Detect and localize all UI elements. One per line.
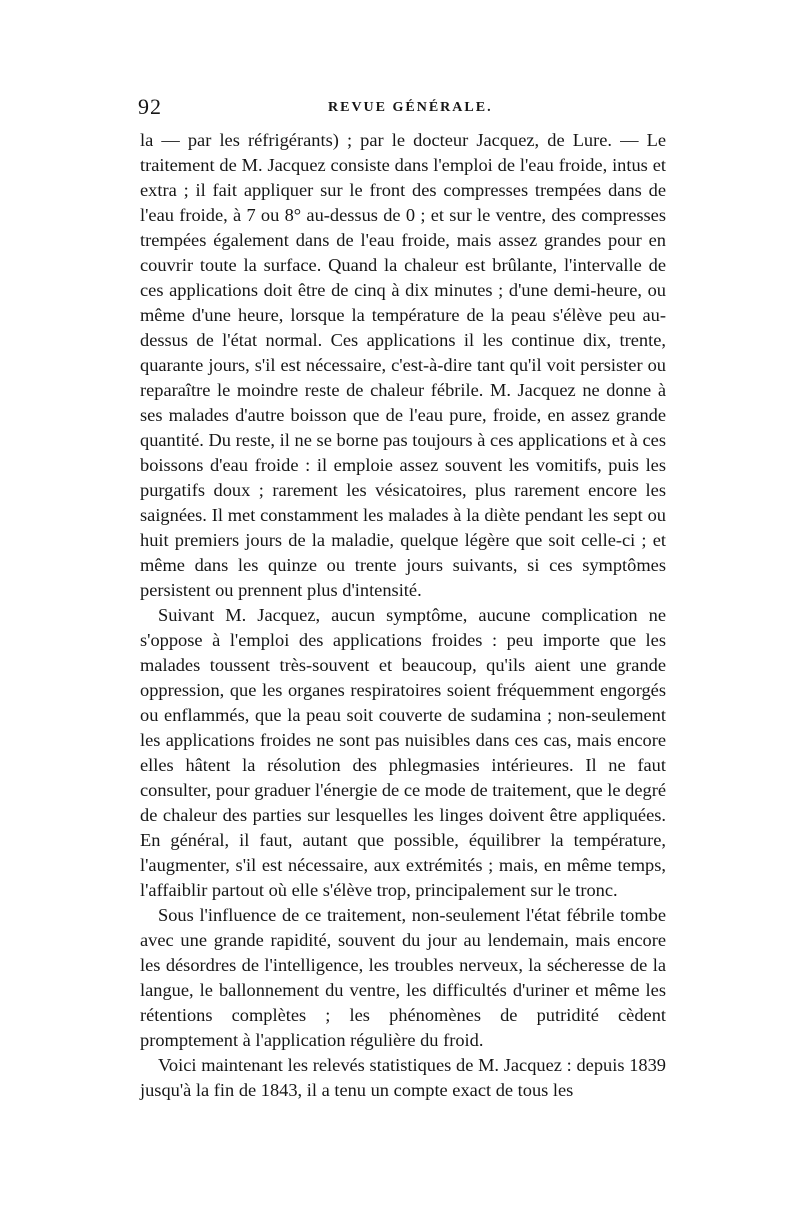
paragraph-continuation: la — par les réfrigérants) ; par le docteur Jacquez, de Lure. — Le traitement de M. Jacquez consiste dans l'emploi de l'eau froide, intus et extra ; il fait appliquer sur le front des compresses trempées dans de l'eau froide, à 7 ou 8° au-dessus de 0 ; et sur le ventre, des compresses trempées également dans de l'eau froide, mais assez grandes pour en couvrir toute la surface. Quand la chaleur est brûlante, l'intervalle de ces applications doit être de cinq à dix minutes ; d'une demi-heure, ou même d'une heure, lorsque la température de la peau s'élève peu au-dessus de l'état normal. Ces applications il les continue dix, trente, quarante jours, s'il est nécessaire, c'est-à-dire tant qu'il voit persister ou reparaître le moindre reste de chaleur fébrile. M. Jacquez ne donne à ses malades d'autre boisson que de l'eau pure, froide, en assez grande quantité. Du reste, il ne se borne pas toujours à ces applications et à ces boissons d'eau froide : il emploie assez souvent les vomitifs, puis les purgatifs doux ; rarement les vésicatoires, plus rarement encore les saignées. Il met constamment les malades à la diète pendant les sept ou huit premiers jours de la maladie, quelque légère que soit celle-ci ; et même dans les quinze ou trente jours suivants, si ces symptômes persistent ou prennent plus d'intensité. xyxy=(140,130,666,600)
running-title: REVUE GÉNÉRALE. xyxy=(328,100,493,115)
paragraph-complications: Suivant M. Jacquez, aucun symptôme, aucune complication ne s'oppose à l'emploi des applications froides : peu importe que les malades toussent très-souvent et beaucoup, qu'ils aient une grande oppression, que les organes respiratoires soient fréquemment engorgés ou enflammés, que la peau soit couverte de sudamina ; non-seulement les applications froides ne sont pas nuisibles dans ces cas, mais encore elles hâtent la résolution des phlegmasies intérieures. Il ne faut consulter, pour graduer l'énergie de ce mode de traitement, que le degré de chaleur des parties sur lesquelles les linges doivent être appliquées. En général, il faut, autant que possible, équilibrer la température, l'augmenter, s'il est nécessaire, aux extrémités ; mais, en même temps, l'affaiblir partout où elle s'élève trop, principalement sur le tronc. xyxy=(140,605,666,900)
page-header xyxy=(138,94,666,124)
paragraph-effects: Sous l'influence de ce traitement, non-seulement l'état fébrile tombe avec une grande rapidité, souvent du jour au lendemain, mais encore les désordres de l'intelligence, les troubles nerveux, la sécheresse de la langue, le ballonnement du ventre, les difficultés d'uriner et même les rétentions complètes ; les phénomènes de putridité cèdent promptement à l'application régulière du froid. xyxy=(140,905,666,1050)
paragraph-statistics: Voici maintenant les relevés statistiques de M. Jacquez : depuis 1839 jusqu'à la fin de 1843, il a tenu un compte exact de tous les xyxy=(140,1055,666,1100)
body-text xyxy=(140,128,666,1103)
page-number: 92 xyxy=(138,94,162,119)
